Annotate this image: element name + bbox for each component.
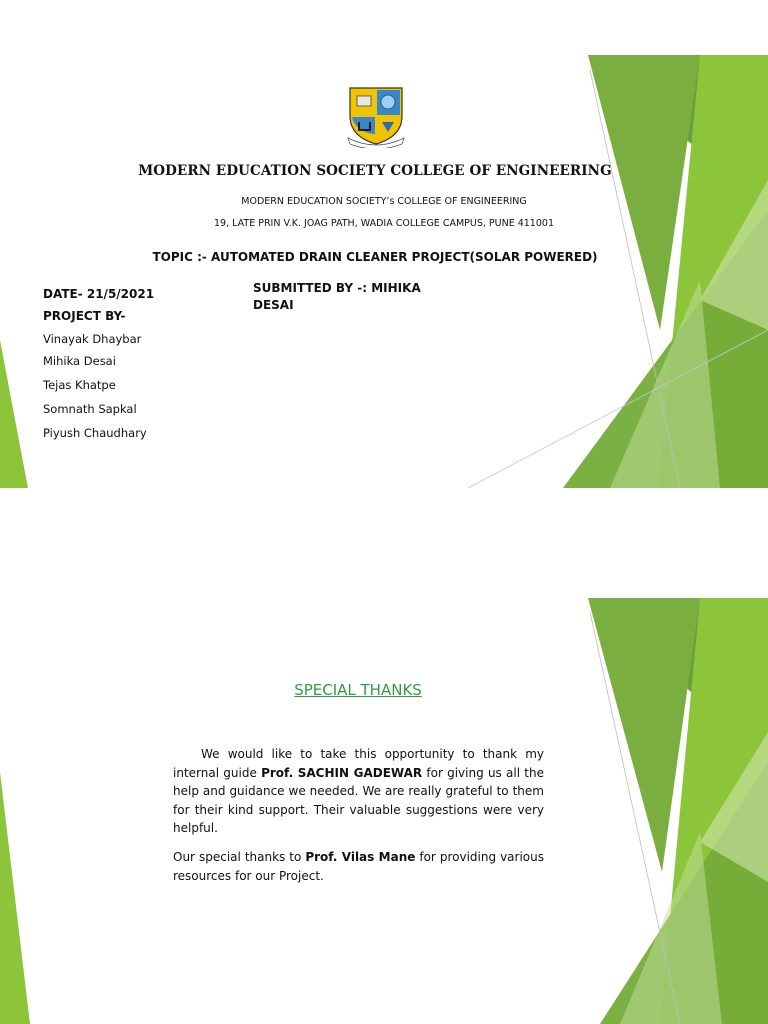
college-address: 19, LATE PRIN V.K. JOAG PATH, WADIA COLLEGE CAMPUS, PUNE 411001: [214, 218, 554, 229]
project-topic: TOPIC :- AUTOMATED DRAIN CLEANER PROJECT(SOLAR POWERED): [152, 250, 598, 264]
member-name: Vinayak Dhaybar: [43, 332, 142, 346]
college-subtitle: MODERN EDUCATION SOCIETY’s COLLEGE OF ENGINEERING: [241, 196, 527, 207]
professor-name: Prof. Vilas Mane: [305, 850, 416, 864]
member-name: Piyush Chaudhary: [43, 426, 147, 440]
paragraph-text: for giving us all the help and guidance we needed. We are really grateful to them for their kind support. Their valuable suggestions were very helpful.: [173, 765, 544, 835]
paragraph-text: for providing various resources for our Project.: [173, 850, 544, 883]
left-accent-shape: [0, 772, 30, 1024]
thanks-paragraph-1: [173, 745, 544, 838]
member-name: Mihika Desai: [43, 354, 116, 368]
submitted-by: SUBMITTED BY -: MIHIKA DESAI: [253, 281, 421, 312]
special-thanks-heading: SPECIAL THANKS: [294, 681, 422, 699]
paragraph-text: Our special thanks to: [173, 850, 306, 864]
paragraph-text: We would like to take this opportunity to thank my internal guide: [173, 747, 544, 780]
member-name: Somnath Sapkal: [43, 402, 137, 416]
member-name: Tejas Khatpe: [43, 378, 116, 392]
thanks-paragraph-2: [173, 848, 544, 885]
project-date: DATE- 21/5/2021: [43, 287, 155, 301]
guide-name: Prof. SACHIN GADEWAR: [261, 765, 423, 780]
college-logo: [344, 82, 408, 148]
college-title: MODERN EDUCATION SOCIETY COLLEGE OF ENGINEERING: [138, 163, 612, 179]
thanks-slide: [0, 542, 768, 1024]
left-accent-shape: [0, 340, 28, 488]
title-slide: [0, 0, 768, 488]
slide-gap: [0, 488, 768, 542]
project-by-label: PROJECT BY-: [43, 309, 126, 323]
